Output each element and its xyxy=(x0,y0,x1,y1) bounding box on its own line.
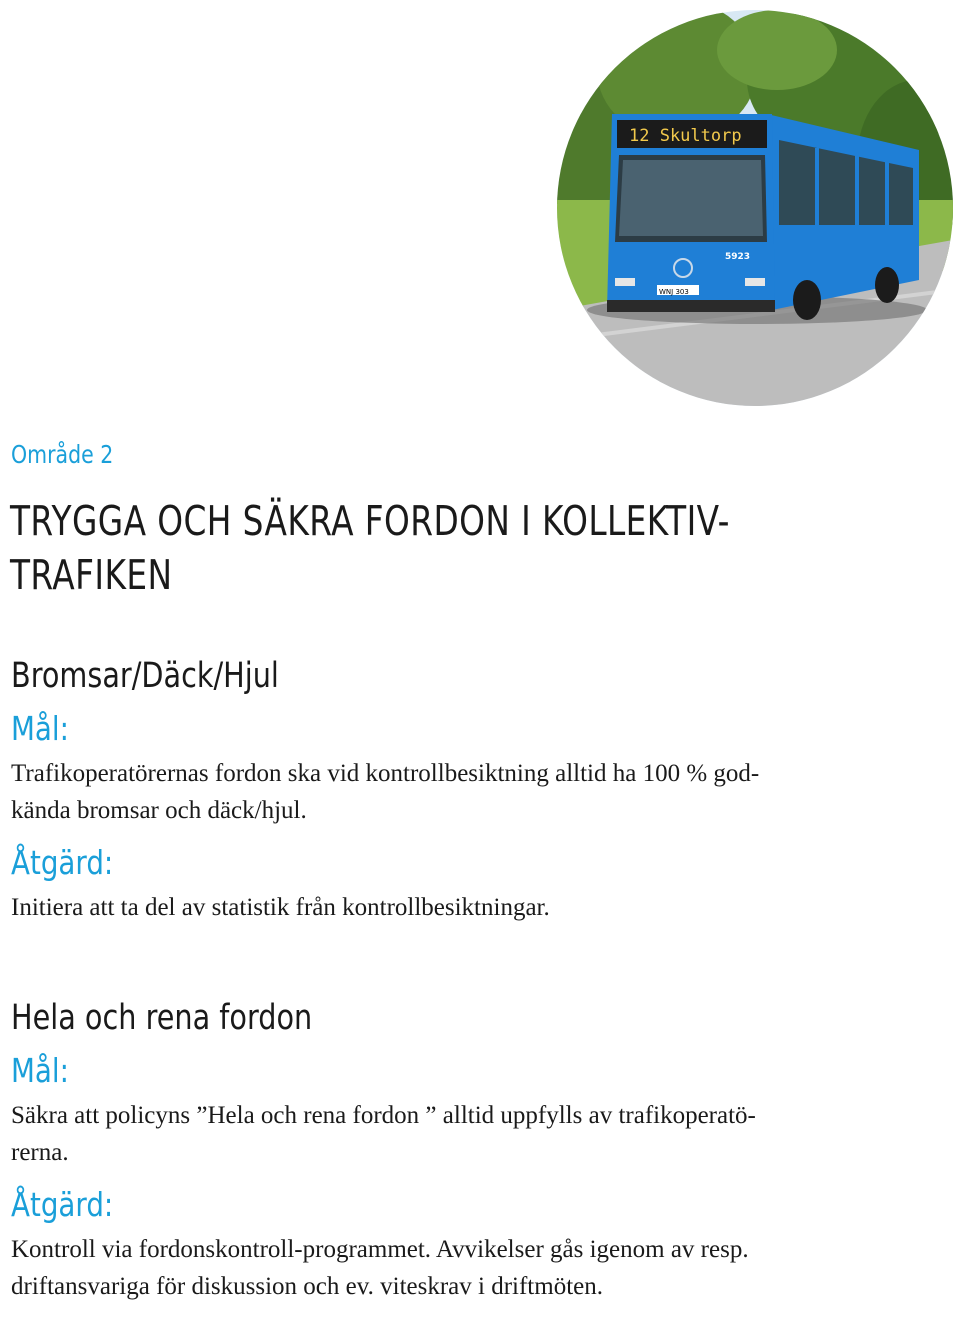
goal-text xyxy=(11,755,940,829)
bus-photo xyxy=(557,10,953,406)
goal-label: Mål: xyxy=(11,1051,69,1090)
license-plate: WNJ 303 xyxy=(659,288,689,296)
action-text-line-1: Kontroll via fordonskontroll-programmet. Avvikelser gås igenom av resp. xyxy=(11,1236,749,1263)
action-text-line-2: driftansvariga för diskussion och ev. viteskrav i driftmöten. xyxy=(11,1273,603,1300)
section-brakes-tires-wheels xyxy=(11,655,940,926)
section-whole-clean-vehicles xyxy=(11,997,940,1305)
page-title-line-1: TRYGGA OCH SÄKRA FORDON I KOLLEKTIV- xyxy=(10,497,730,545)
goal-text xyxy=(11,1097,940,1171)
section-heading: Hela och rena fordon xyxy=(11,998,313,1038)
goal-text-line-1: Trafikoperatörernas fordon ska vid kontrollbesiktning alltid ha 100 % god- xyxy=(11,760,760,787)
action-label: Åtgärd: xyxy=(11,843,114,882)
area-label: Område 2 xyxy=(11,440,114,469)
goal-label: Mål: xyxy=(11,709,69,748)
action-label: Åtgärd: xyxy=(11,1185,114,1224)
action-text xyxy=(11,1231,940,1305)
goal-text-line-1: Säkra att policyns ”Hela och rena fordon ” alltid uppfylls av trafikoperatö- xyxy=(11,1102,756,1129)
goal-text-line-2: rerna. xyxy=(11,1139,69,1166)
section-heading: Bromsar/Däck/Hjul xyxy=(11,656,279,696)
page-title-line-2: TRAFIKEN xyxy=(10,551,173,599)
goal-text-line-2: kända bromsar och däck/hjul. xyxy=(11,797,307,824)
action-text xyxy=(11,889,940,926)
action-text-line-1: Initiera att ta del av statistik från kontrollbesiktningar. xyxy=(11,894,550,921)
destination-sign: 12 Skultorp xyxy=(629,126,742,146)
page-title xyxy=(10,494,730,602)
fleet-number: 5923 xyxy=(725,252,751,262)
